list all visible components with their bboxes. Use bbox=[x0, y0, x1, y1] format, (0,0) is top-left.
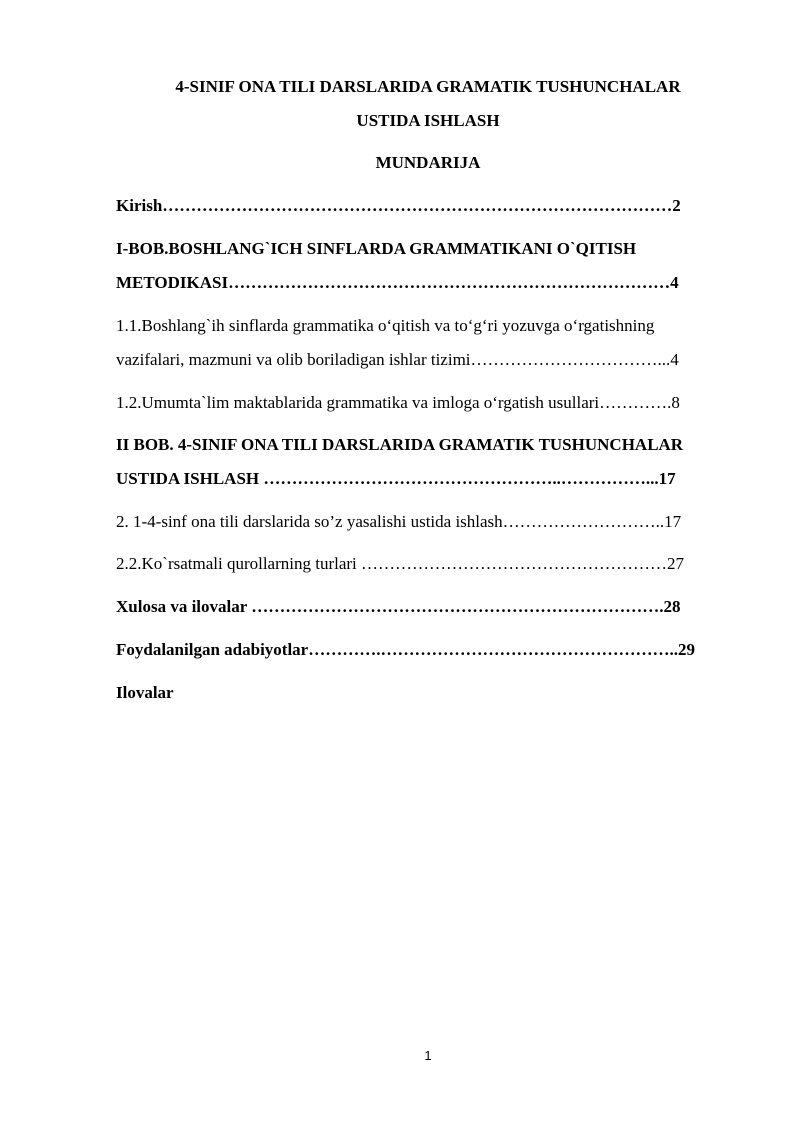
toc-entry-section-2-2: 2.2.Ko`rsatmali qurollarning turlari ………………………………………………27 bbox=[116, 554, 685, 573]
toc-entry-kirish: Kirish………………………………………………………………………………2 bbox=[116, 196, 681, 215]
toc-entry-chapter1-line2: METODIKASI……………………………………………………………………4 bbox=[116, 273, 679, 292]
toc-entry-references: Foydalanilgan adabiyotlar………….……………………………………………..29 bbox=[116, 640, 695, 659]
document-title-line-1: 4-SINIF ONA TILI DARSLARIDA GRAMATIK TUSHUNCHALAR bbox=[175, 77, 681, 96]
toc-entry-chapter1-line1: I-BOB.BOSHLANG`ICH SINFLARDA GRAMMATIKANI O`QITISH bbox=[116, 239, 637, 258]
toc-entry-section-1-1-line2: vazifalari, mazmuni va olib boriladigan ishlar tizimi……………………………...4 bbox=[116, 350, 679, 369]
toc-entry-section-1-1-line1: 1.1.Boshlang`ih sinflarda grammatika o‘qitish va to‘g‘ri yozuvga o‘rgatishning bbox=[116, 316, 655, 335]
toc-entry-section-1-2: 1.2.Umumta`lim maktablarida grammatika va imloga o‘rgatish usullari………….8 bbox=[116, 393, 680, 412]
document-title bbox=[60, 70, 796, 138]
toc-entry-appendix: Ilovalar bbox=[116, 683, 174, 702]
page-number: 1 bbox=[424, 1048, 432, 1063]
toc-heading: MUNDARIJA bbox=[375, 153, 481, 172]
document-title-line-2: USTIDA ISHLASH bbox=[356, 111, 500, 130]
toc-entry-chapter2-line1: II BOB. 4-SINIF ONA TILI DARSLARIDA GRAMATIK TUSHUNCHALAR bbox=[116, 435, 684, 454]
toc-entry-chapter2-line2: USTIDA ISHLASH ……………………………………………..……………...17 bbox=[116, 469, 676, 488]
toc-entry-section-2-1: 2. 1-4-sinf ona tili darslarida so’z yasalishi ustida ishlash………………………..17 bbox=[116, 512, 682, 531]
toc-entry-conclusion: Xulosa va ilovalar ……………………………………………………………….28 bbox=[116, 597, 681, 616]
